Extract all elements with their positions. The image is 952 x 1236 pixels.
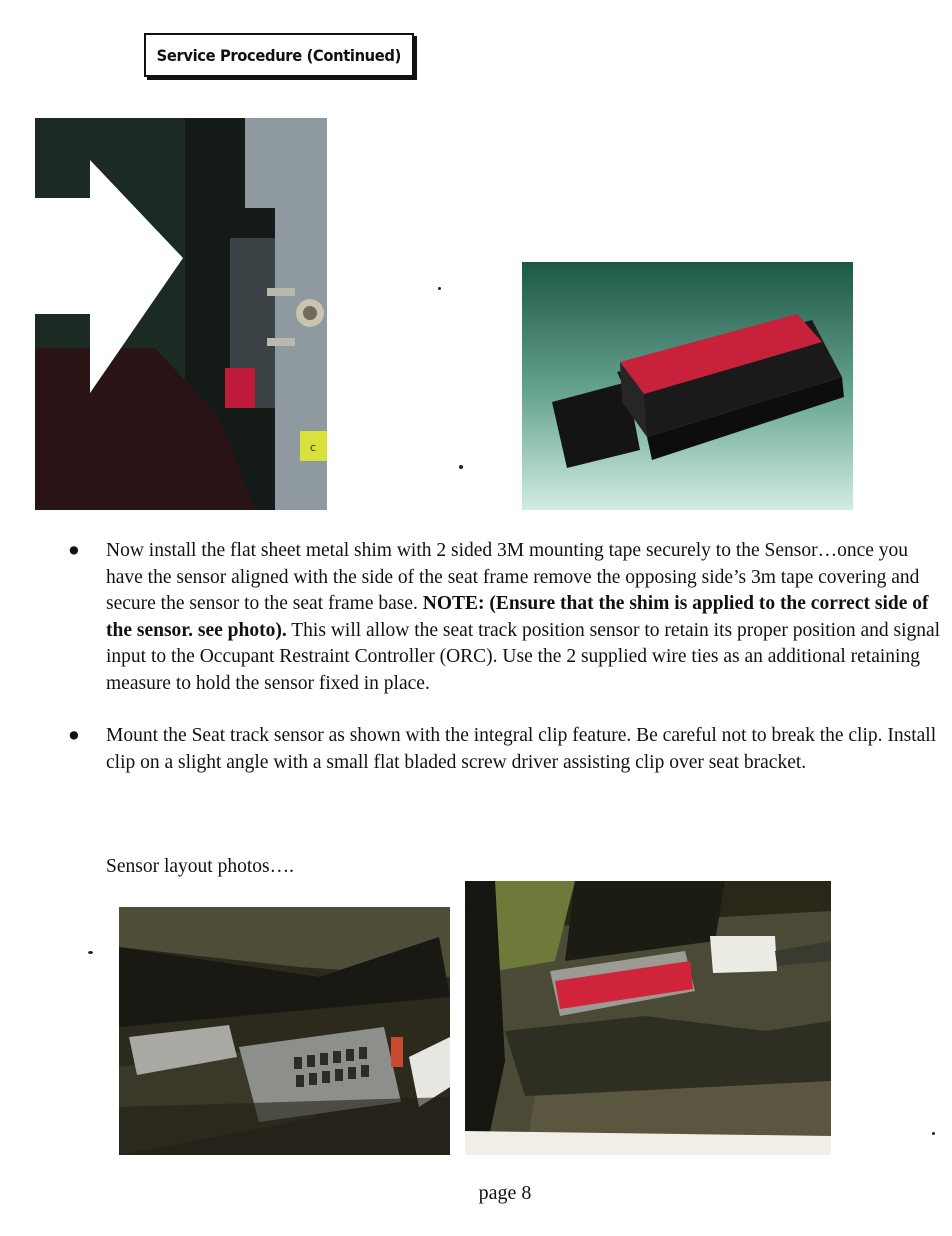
list-item: ● Mount the Seat track sensor as shown with the integral clip feature. Be careful not to break the clip. Install clip on a slight angle with a small flat bladed screw driver assisting clip over seat bracket. (68, 725, 937, 773)
note-text: NOTE: (Ensure that the shim is applied to the correct side of the sensor. see photo). (106, 593, 929, 641)
list-item: ● Now install the flat sheet metal shim with 2 sided 3M mounting tape securely to the Sensor…once you have the sensor aligned with the side of the seat frame remove the opposing side’s 3m tape covering and secure the sensor to the seat frame base. NOTE: (Ensure that the shim is applied to the correct side of the sensor. see photo). This will allow the seat track position sensor to retain its proper position and signal input to the Occupant Restraint Controller (ORC). Use the 2 supplied wire ties as an additional retaining measure to hold the sensor fixed in place. (68, 540, 941, 694)
section-title: Service Procedure (Continued) (156, 45, 402, 65)
instruction-list (62, 538, 942, 776)
sensor-photo (522, 262, 853, 510)
bullet-icon: ● (68, 725, 80, 746)
bullet-icon: ● (68, 540, 80, 561)
sensor-layout-photo-right (465, 881, 831, 1155)
page-number: page 8 (478, 1182, 532, 1204)
label-c: c (309, 441, 317, 454)
section-header (144, 33, 414, 77)
photo-caption: Sensor layout photos…. (106, 856, 294, 877)
sensor-layout-photo-left (119, 907, 450, 1155)
seat-frame-photo (35, 118, 327, 510)
